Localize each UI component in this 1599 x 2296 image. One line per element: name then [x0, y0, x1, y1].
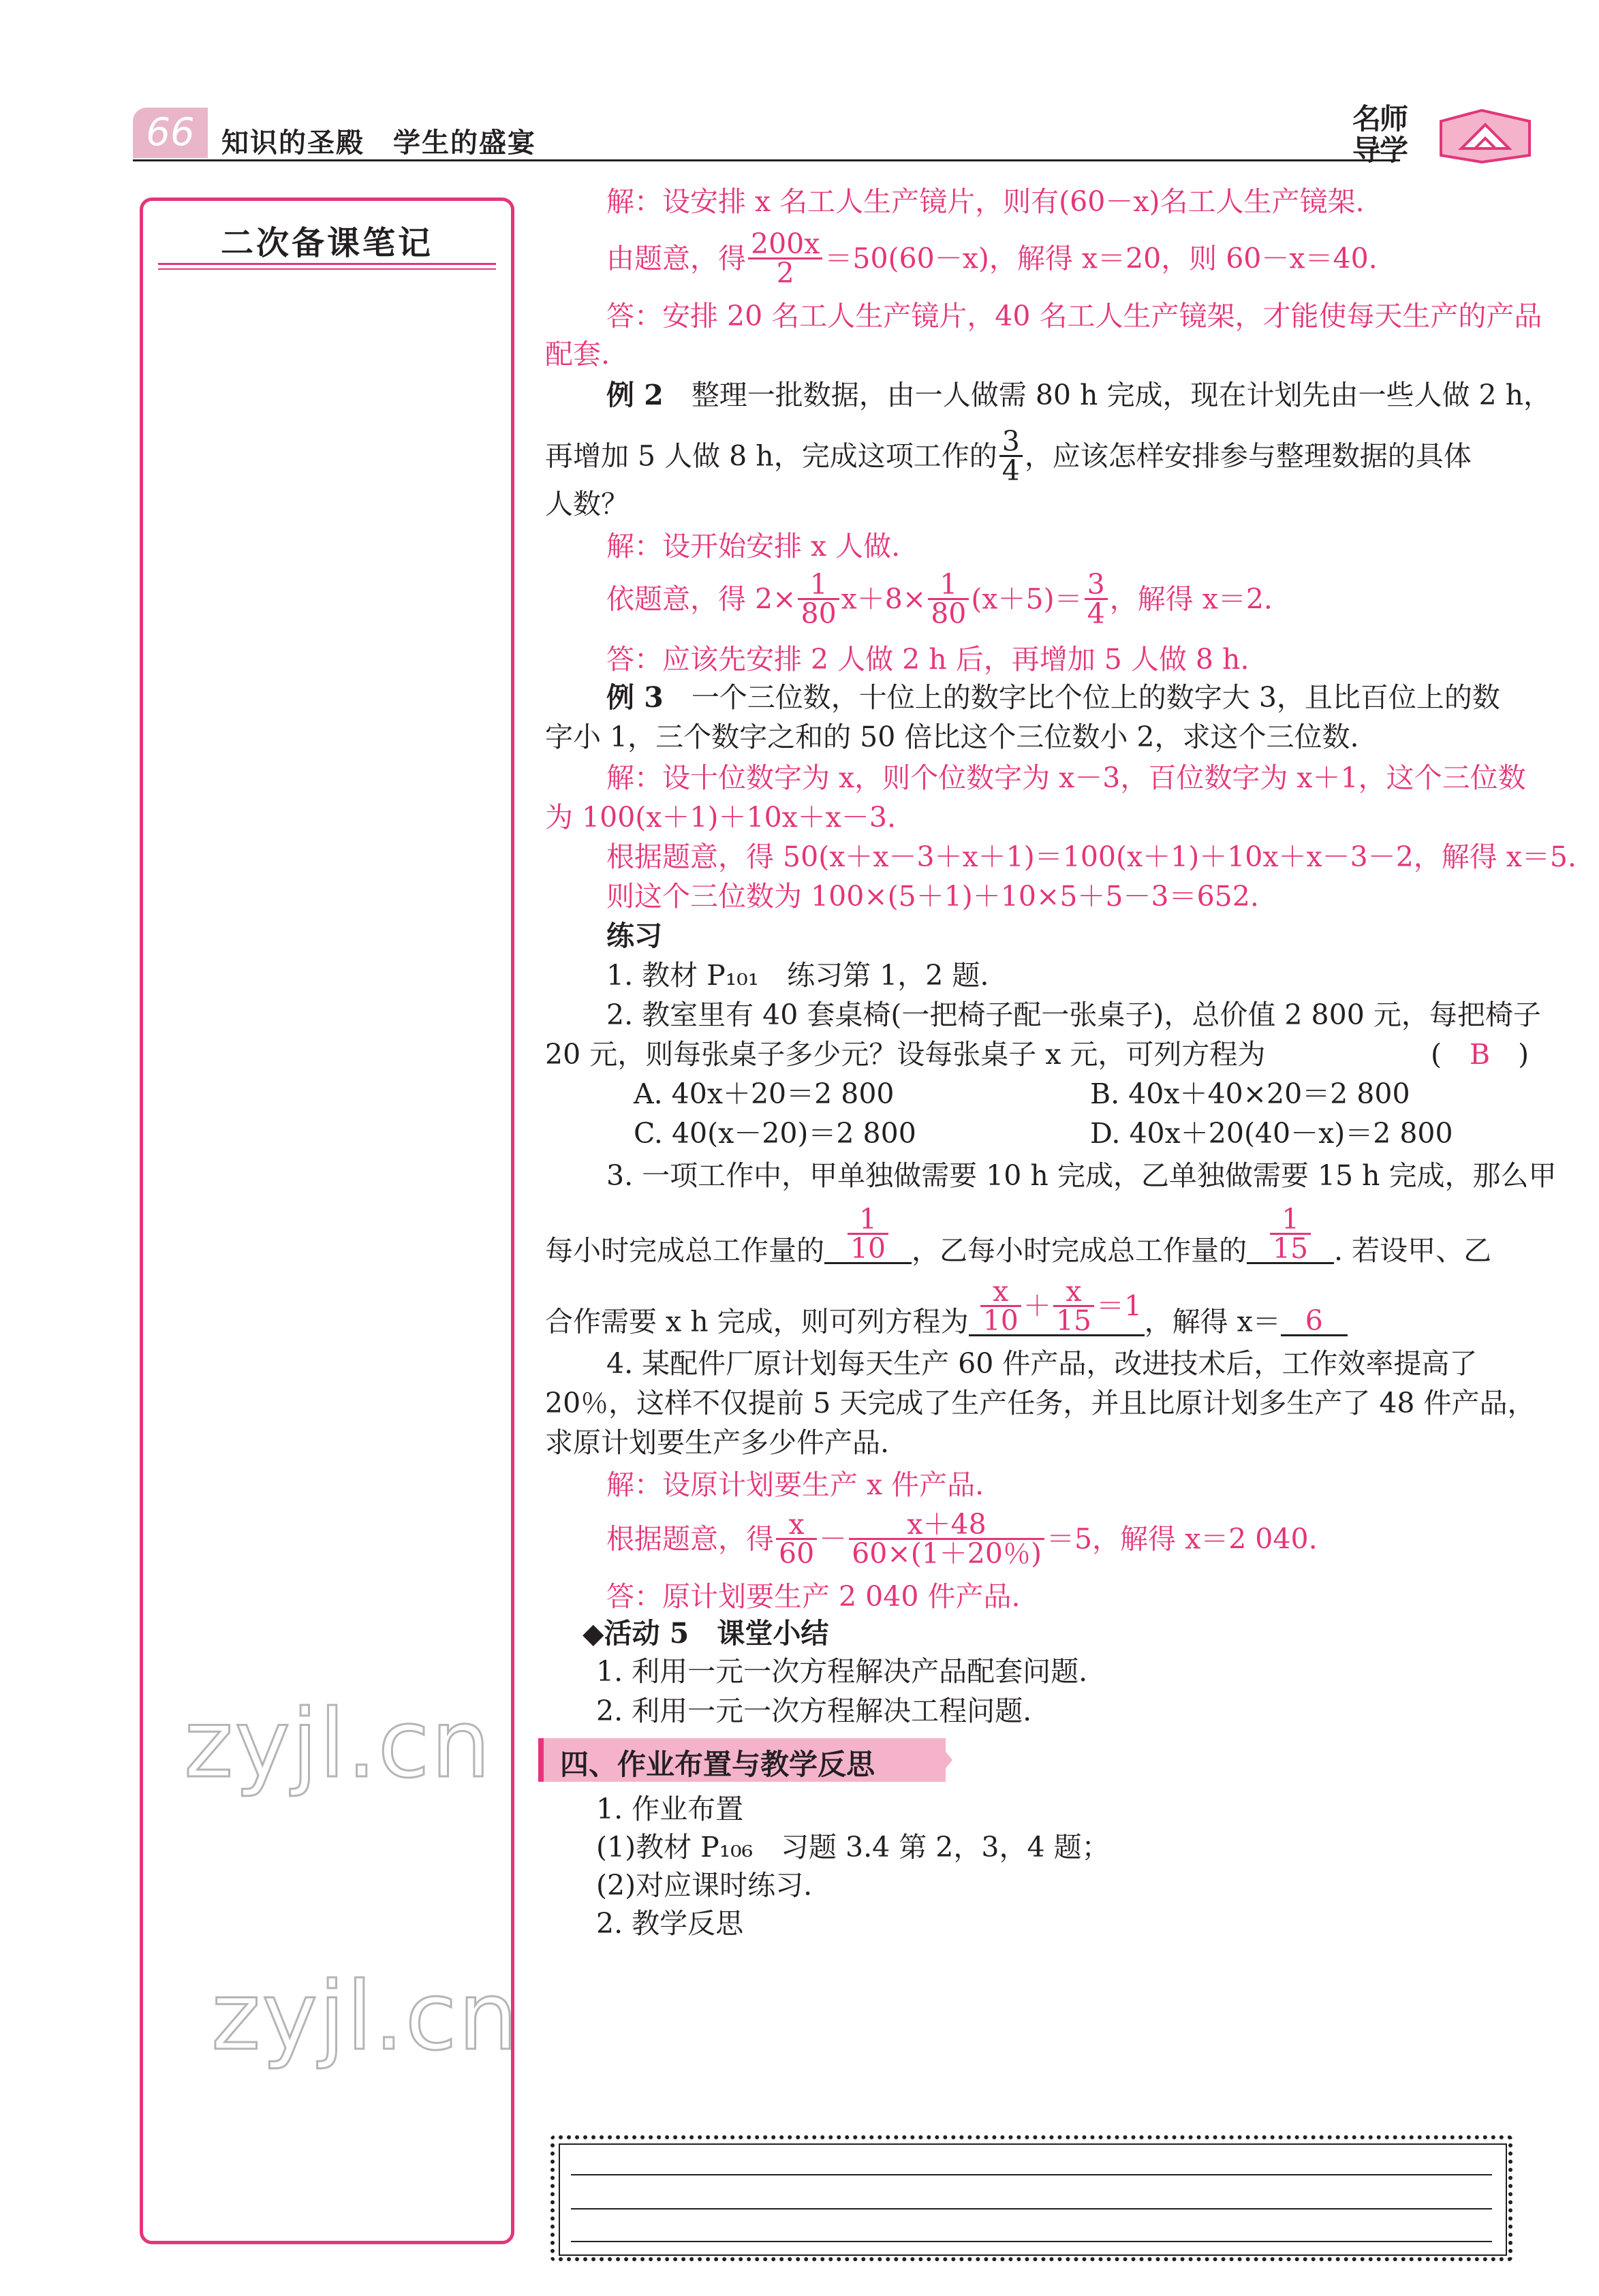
ex3-line2: 字小 1，三个数字之和的 50 倍比这个三位数小 2，求这个三位数.: [545, 721, 1359, 753]
ex1-answer-line1: 答：安排 20 名工人生产镜片，40 名工人生产镜架，才能使每天生产的产品: [606, 300, 1542, 332]
watermark: zyjl.cn: [211, 1962, 519, 2071]
ex3-solution-3: 根据题意，得 50(x＋x－3＋x＋1)＝100(x＋1)＋10x＋x－3－2，解得 x＝5.: [606, 840, 1577, 873]
practice-2-answer: B: [1470, 1038, 1491, 1071]
section-banner: [538, 1738, 946, 1782]
section-banner-arrow: [935, 1738, 952, 1782]
ex2-answer: 答：应该先安排 2 人做 2 h 后，再增加 5 人做 8 h.: [606, 643, 1249, 676]
notes-title-underline-2: [158, 268, 496, 270]
summary-1: 1. 利用一元一次方程解决产品配套问题.: [596, 1655, 1088, 1688]
ex2-line2: 再增加 5 人做 8 h，完成这项工作的 $\frac{3}{4}$ ，应该怎样安排参与整理数据的具体: [545, 425, 1472, 487]
option-b: B. 40x＋40×20＝2 800: [1090, 1078, 1410, 1110]
practice-4-answer: 答：原计划要生产 2 040 件产品.: [606, 1580, 1021, 1613]
ex1-equation: 由题意，得 $\frac{200x}{2}$ ＝50(60－x)，解得 x＝20，则 60－x＝40.: [606, 227, 1378, 289]
ex2-line3: 人数？: [545, 488, 629, 520]
homework-item-1: (1)教材 P₁₀₆ 习题 3.4 第 2，3，4 题；: [596, 1831, 1110, 1863]
ex3-solution-2: 为 100(x＋1)＋10x＋x－3.: [545, 801, 897, 834]
practice-2-line2: 20 元，则每张桌子多少元？设每张桌子 x 元，可列方程为: [545, 1038, 1266, 1071]
homework-item-2: (2)对应课时练习.: [596, 1869, 813, 1902]
practice-4-solution: 解：设原计划要生产 x 件产品.: [606, 1468, 984, 1501]
main-content: [545, 0, 1577, 2296]
writing-line: [571, 2174, 1492, 2175]
practice-heading: 练习: [606, 919, 662, 952]
header-title: 知识的圣殿 学生的盛宴: [221, 127, 536, 159]
ex1-answer-line2: 配套.: [545, 338, 610, 371]
homework-heading: 1. 作业布置: [596, 1793, 744, 1825]
practice-1: 1. 教材 P₁₀₁ 练习第 1，2 题.: [606, 959, 989, 992]
writing-line: [571, 2208, 1492, 2209]
practice-4-equation: 根据题意，得 $\frac{x}{60}$ － $\frac{x+48}{60\times(1+20\%)}$ ＝5，解得 x＝2 040.: [606, 1508, 1318, 1570]
option-d: D. 40x＋20(40－x)＝2 800: [1090, 1117, 1453, 1150]
notes-title-underline: [158, 263, 496, 265]
activity-5-heading: ◆活动 5 课堂小结: [583, 1617, 829, 1650]
ex2-equation: 依题意，得 2× $\frac{1}{80}$ x＋8× $\frac{1}{80}$ (x＋5)＝ $\frac{3}{4}$ ，解得 x＝2.: [606, 568, 1273, 630]
writing-line: [571, 2241, 1492, 2242]
practice-3-line1: 3. 一项工作中，甲单独做需要 10 h 完成，乙单独做需要 15 h 完成，那么甲: [606, 1159, 1557, 1192]
option-c: C. 40(x－20)＝2 800: [634, 1117, 916, 1150]
ex3-line1: 例 3 一个三位数，十位上的数字比个位上的数字大 3，且比百位上的数: [606, 681, 1500, 714]
logo-text: 名师导学: [1352, 102, 1408, 167]
practice-4-line1: 4. 某配件厂原计划每天生产 60 件产品，改进技术后，工作效率提高了: [606, 1347, 1478, 1380]
ex2-solution: 解：设开始安排 x 人做.: [606, 530, 901, 563]
ex3-solution-1: 解：设十位数字为 x，则个位数字为 x－3，百位数字为 x＋1，这个三位数: [606, 761, 1526, 794]
practice-3-line2: 每小时完成总工作量的 $\frac{1}{10}$ ，乙每小时完成总工作量的 $\frac{1}{15}$ . 若设甲、乙: [545, 1203, 1492, 1267]
reflection-box-inner: [559, 2143, 1507, 2256]
practice-4-line2: 20％，这样不仅提前 5 天完成了生产任务，并且比原计划多生产了 48 件产品，: [545, 1387, 1536, 1419]
ex2-line1: 例 2 整理一批数据，由一人做需 80 h 完成，现在计划先由一些人做 2 h，: [606, 379, 1552, 411]
practice-2-line1: 2. 教室里有 40 套桌椅(一把椅子配一张桌子)，总价值 2 800 元，每把椅子: [606, 998, 1541, 1031]
notes-panel: [140, 198, 514, 2244]
practice-3-line3: 合作需要 x h 完成，则可列方程为 $\frac{x}{10}$ ＋ $\frac{x}{15}$ ＝1，解得 x＝ 6: [545, 1278, 1348, 1336]
ex1-solution: 解：设安排 x 名工人生产镜片，则有(60－x)名工人生产镜架.: [606, 185, 1365, 218]
ex3-solution-4: 则这个三位数为 100×(5＋1)＋10×5＋5－3＝652.: [606, 880, 1259, 913]
watermark: zyjl.cn: [184, 1689, 492, 1799]
page-number: 66: [133, 108, 208, 158]
option-a: A. 40x＋20＝2 800: [634, 1078, 895, 1110]
summary-2: 2. 利用一元一次方程解决工程问题.: [596, 1695, 1032, 1727]
section-banner-title: 四、作业布置与教学反思: [560, 1748, 875, 1781]
reflection-heading: 2. 教学反思: [596, 1907, 744, 1940]
notes-panel-title: 二次备课笔记: [220, 224, 433, 262]
practice-2-answer-bracket: ( B ): [1431, 1038, 1530, 1071]
practice-4-line3: 求原计划要生产多少件产品.: [545, 1426, 890, 1459]
